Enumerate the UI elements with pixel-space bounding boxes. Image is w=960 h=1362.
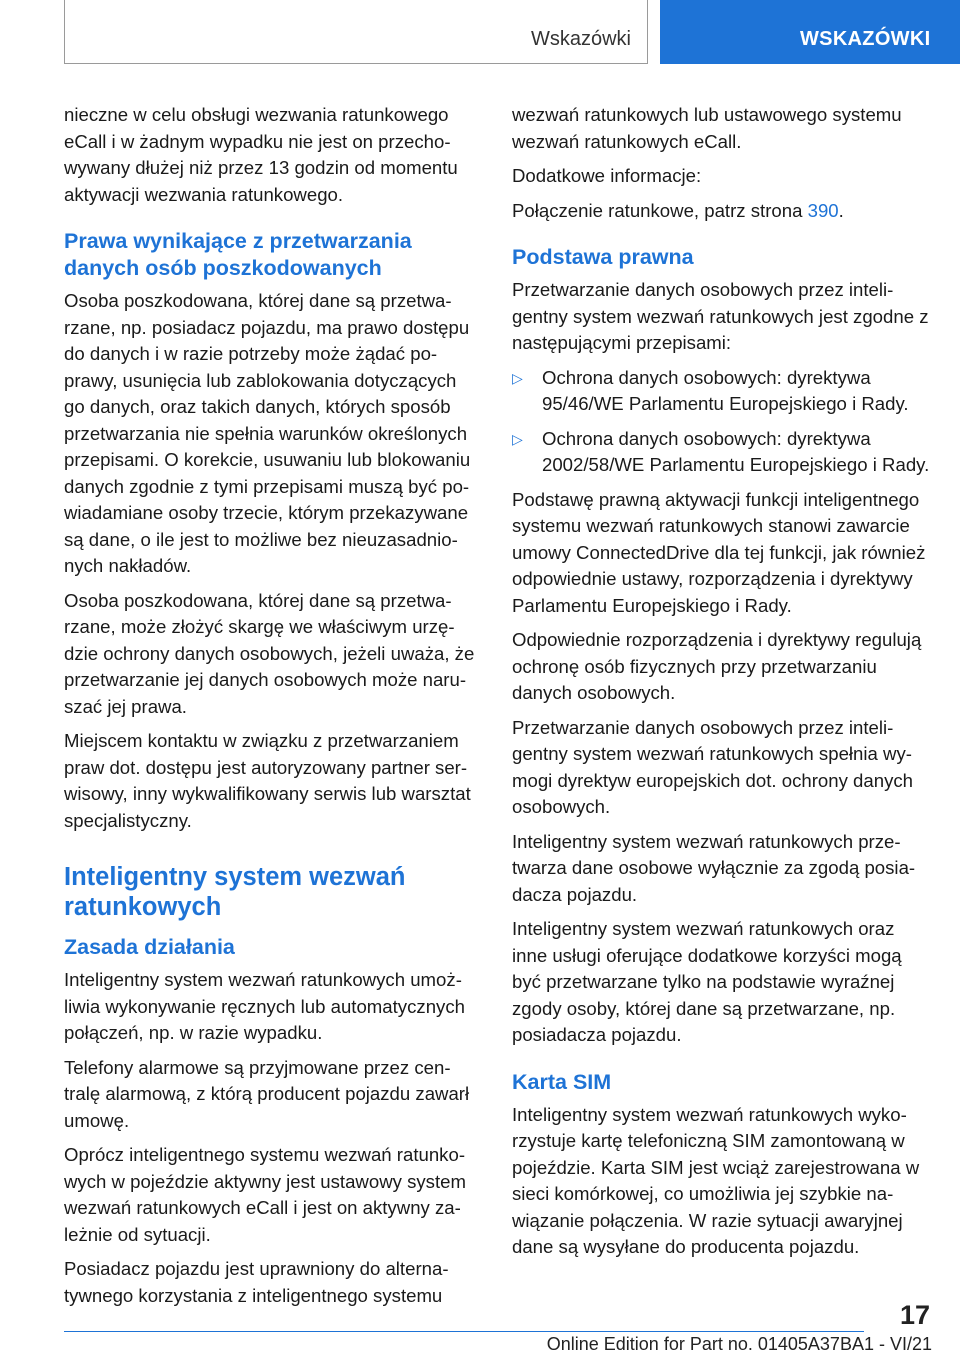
section-heading-rights: Prawa wynikające z przetwarzania danych osób poszkodowanych xyxy=(64,229,412,280)
header-chapter-label: WSKAZÓWKI xyxy=(800,28,931,50)
paragraph: Miejscem kontaktu w związku z przetwarzaniem praw dot. dostępu jest autoryzowany partner serwisowy, inny wykwalifikowany serwis lub warsztat specjalistyczny. xyxy=(64,730,471,831)
paragraph: Odpowiednie rozporządzenia i dyrektywy regulują ochronę osób fizycznych przy przetwarzaniu danych osobowych. xyxy=(512,629,922,703)
paragraph: Oprócz inteligentnego systemu wezwań ratunkowych w pojeździe aktywny jest ustawowy system wezwań ratunkowych eCall i jest on aktywny zależnie od sytuacji. xyxy=(64,1144,466,1245)
chapter-heading-system: Inteligentny system wezwań ratunkowych xyxy=(64,863,406,921)
triangle-bullet-icon: ▷ xyxy=(512,430,523,447)
bullet-list xyxy=(512,365,932,479)
paragraph: Przetwarzanie danych osobowych przez inteligentny system wezwań ratunkowych spełnia wymogi dyrektyw europejskich dot. ochrony danych osobowych. xyxy=(512,716,914,817)
left-column xyxy=(64,102,480,1317)
section-heading-legal: Podstawa prawna xyxy=(512,245,694,269)
footer-edition: Online Edition for Part no. 01405A37BA1 - VI/21 xyxy=(546,1334,932,1354)
paragraph: Posiadacz pojazdu jest uprawniony do alternatywnego korzystania z inteligentnego systemu xyxy=(64,1258,449,1306)
list-item xyxy=(512,426,932,479)
header-box xyxy=(64,0,648,64)
page-reference-link[interactable]: 390 xyxy=(807,199,839,221)
paragraph: Inteligentny system wezwań ratunkowych oraz inne usługi oferujące dodatkowe korzyści mogą być przetwarzane tylko na podstawie wyraźnej zgody osoby, której dane są przetwarzane, np. posiadacza pojazdu. xyxy=(512,918,902,1045)
section-heading-sim: Karta SIM xyxy=(512,1069,612,1094)
right-column xyxy=(512,102,932,1269)
list-item-text: Ochrona danych osobowych: dyrektywa 95/46/WE Parlamentu Europejskiego i Rady. xyxy=(542,366,909,414)
section-heading-principle: Zasada działania xyxy=(64,935,235,959)
list-item xyxy=(512,365,932,418)
paragraph: Inteligentny system wezwań ratunkowych wykorzystuje kartę telefoniczną SIM zamontowaną w pojeździe. Karta SIM jest wciąż zarejestrowana w sieci komórkowej, co umożliwia jej szybkie nawiązanie połączenia. W razie sytuacji awaryjnej dane są wysyłane do producenta pojazdu. xyxy=(512,1103,920,1257)
paragraph: nieczne w celu obsługi wezwania ratunkowego eCall i w żadnym wypadku nie jest on przechowywany dłużej niż przez 13 godzin od momentu aktywacji wezwania ratunkowego. xyxy=(64,104,458,205)
footer-divider xyxy=(64,1331,864,1332)
reference-end: . xyxy=(838,199,844,221)
paragraph: Inteligentny system wezwań ratunkowych umożliwia wykonywanie ręcznych lub automatycznych połączeń, np. w razie wypadku. xyxy=(64,969,465,1043)
paragraph: Osoba poszkodowana, której dane są przetwarzane, może złożyć skargę we właściwym urzędzie ochrony danych osobowych, jeżeli uważa, że przetwarzanie jej danych osobowych może naruszać jej prawa. xyxy=(64,589,475,717)
paragraph: Podstawę prawną aktywacji funkcji inteligentnego systemu wezwań ratunkowych stanowi zawarcie umowy ConnectedDrive dla tej funkcji, jak również odpowiednie ustawy, rozporządzenia i dyrektywy Parlamentu Europejskiego i Rady. xyxy=(512,488,926,616)
paragraph: wezwań ratunkowych lub ustawowego systemu wezwań ratunkowych eCall. xyxy=(512,104,902,152)
paragraph: Dodatkowe informacje: xyxy=(512,165,702,186)
paragraph: Telefony alarmowe są przyjmowane przez centralę alarmową, z którą producent pojazdu zawarł umowę. xyxy=(64,1056,470,1131)
paragraph: Osoba poszkodowana, której dane są przetwarzane, np. posiadacz pojazdu, ma prawo dostępu do danych i w razie potrzeby może żądać poprawy, usunięcia lub zablokowania dotyczących go danych, oraz takich danych, których sposób przetwarzania nie spełnia warunków określonych przepisami. O korekcie, usuwaniu lub blokowaniu danych zgodnie z tymi przepisami muszą być powiadamiane osoby trzecie, którym przekazywane są dane, o ile jest to możliwe bez nieuzasadnionych nakładów. xyxy=(64,290,471,576)
paragraph: Inteligentny system wezwań ratunkowych przetwarza dane osobowe wyłącznie za zgodą posiadacza pojazdu. xyxy=(512,830,916,905)
header-chapter-tab[interactable] xyxy=(660,0,960,64)
paragraph: Przetwarzanie danych osobowych przez inteligentny system wezwań ratunkowych jest zgodne z następującymi przepisami: xyxy=(512,279,929,353)
reference-text: Połączenie ratunkowe, patrz strona xyxy=(512,199,803,221)
paragraph-with-link xyxy=(512,198,932,225)
list-item-text: Ochrona danych osobowych: dyrektywa 2002/58/WE Parlamentu Europejskiego i Rady. xyxy=(542,427,930,475)
triangle-bullet-icon: ▷ xyxy=(512,369,523,386)
header-section-title: Wskazówki xyxy=(530,28,631,50)
page-number: 17 xyxy=(899,1300,930,1330)
